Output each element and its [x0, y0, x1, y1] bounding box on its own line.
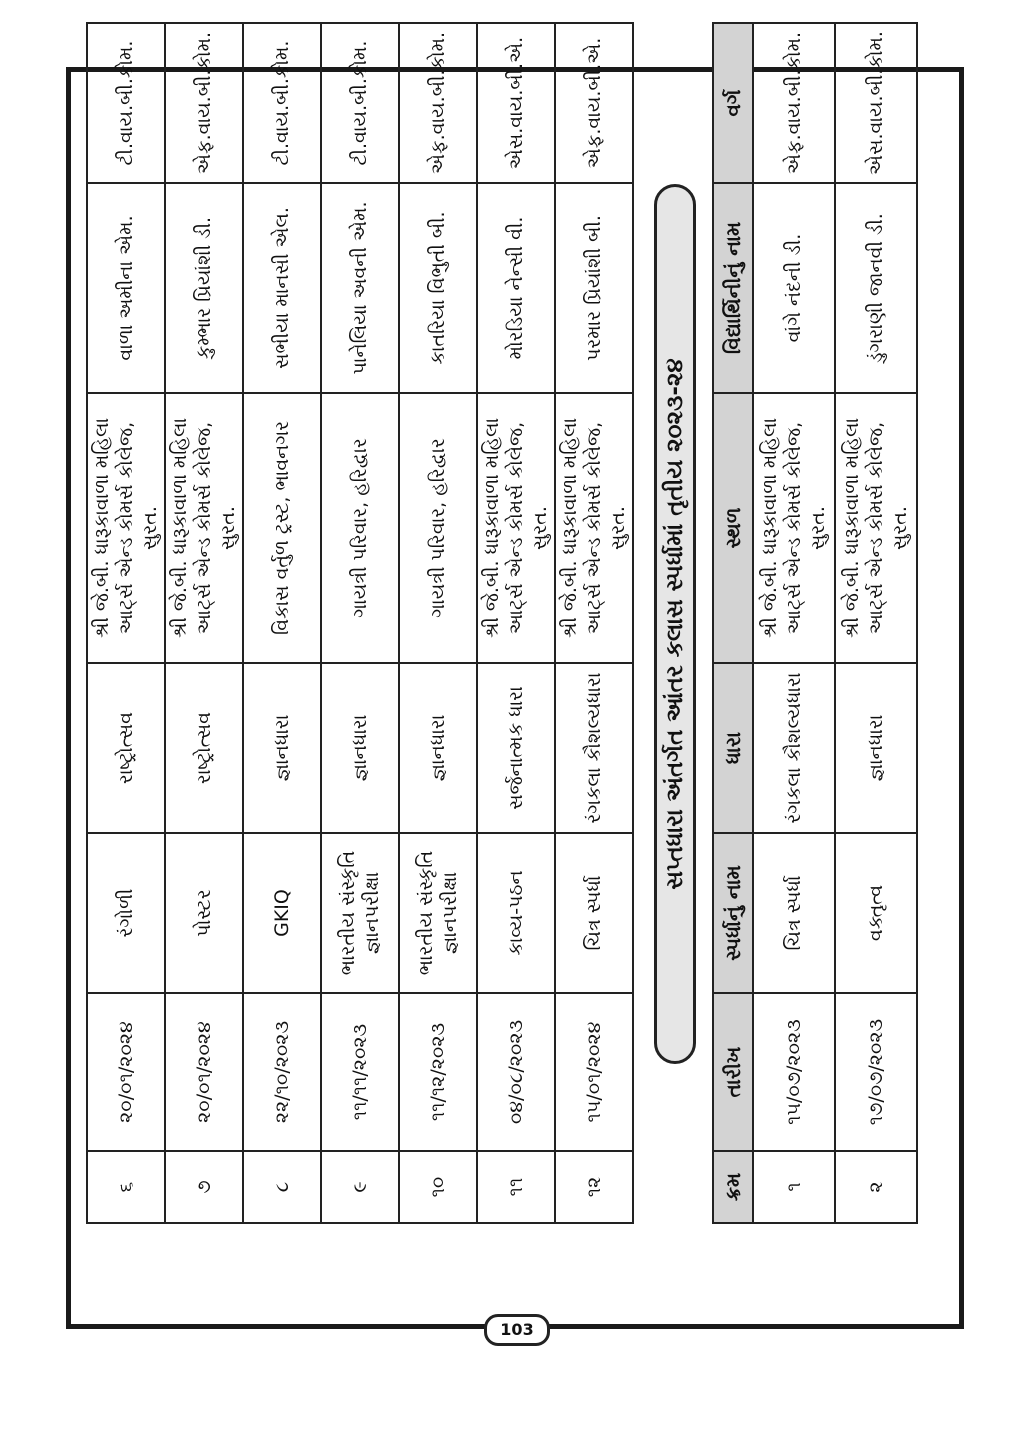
cell-num: ૨: [835, 1151, 917, 1223]
cell-place: શ્રી જે.બી. ધારૂકાવાળા મહિલા આર્ટ્સ એન્ડ કોમર્સ કોલેજ, સુરત.: [835, 393, 917, 663]
cell-stream: રંગકલા કૌશલ્યધારા: [555, 663, 633, 833]
cell-class: એફ.વાય.બી.કોમ.: [165, 23, 243, 183]
table-row: [399, 23, 477, 1223]
header-competition: સ્પર્ધાનું નામ: [713, 833, 753, 993]
cell-stream: જ્ઞાનધારા: [399, 663, 477, 833]
cell-stream: રાષ્ટ્રોત્સવ: [165, 663, 243, 833]
results-table-top: [86, 22, 634, 1224]
cell-competition: વક્તૃત્વ: [835, 833, 917, 993]
cell-competition: ચિત્ર સ્પર્ધા: [555, 833, 633, 993]
cell-class: એફ.વાય.બી.એ.: [555, 23, 633, 183]
cell-place: શ્રી જે.બી. ધારૂકાવાળા મહિલા આર્ટ્સ એન્ડ કોમર્સ કોલેજ, સુરત.: [165, 393, 243, 663]
cell-class: ટી.વાય.બી.કોમ.: [321, 23, 399, 183]
table-row: [753, 23, 835, 1223]
results-table-bottom: [712, 22, 918, 1224]
table-row: [321, 23, 399, 1223]
section-title: સપ્તધારા અંતર્ગત આંતર કલાસ સ્પર્ધામાં તૃતીય ૨૦૨૩-૨૪: [654, 184, 696, 1064]
cell-place: શ્રી જે.બી. ધારૂકાવાળા મહિલા આર્ટ્સ એન્ડ કોમર્સ કોલેજ, સુરત.: [753, 393, 835, 663]
table-row: [243, 23, 321, 1223]
cell-date: ૧૫/૦૭/૨૦૨૩: [753, 993, 835, 1151]
cell-competition: પોસ્ટર: [165, 833, 243, 993]
cell-date: ૧૧/૧૨/૨૦૨૩: [399, 993, 477, 1151]
cell-class: એફ.વાય.બી.કોમ.: [399, 23, 477, 183]
cell-num: ૧૧: [477, 1151, 555, 1223]
cell-date: ૧૧/૧૧/૨૦૨૩: [321, 993, 399, 1151]
table-header-row: [713, 23, 753, 1223]
page-number: 103: [484, 1314, 550, 1346]
cell-num: ૧: [753, 1151, 835, 1223]
cell-class: એફ.વાય.બી.કોમ.: [753, 23, 835, 183]
table-bottom-body: [753, 23, 917, 1223]
header-num: ક્રમ: [713, 1151, 753, 1223]
cell-num: ૭: [165, 1151, 243, 1223]
table-row: [477, 23, 555, 1223]
cell-student: ડુંગરાણી જાનવી ડી.: [835, 183, 917, 393]
table-row: [87, 23, 165, 1223]
cell-class: ટી.વાય.બી.કોમ.: [87, 23, 165, 183]
cell-competition: ચિત્ર સ્પર્ધા: [753, 833, 835, 993]
cell-date: ૨૨/૧૦/૨૦૨૩: [243, 993, 321, 1151]
cell-stream: જ્ઞાનધારા: [243, 663, 321, 833]
cell-date: ૧૭/૦૭/૨૦૨૩: [835, 993, 917, 1151]
cell-student: પાનેલિયા અવની એમ.: [321, 183, 399, 393]
cell-competition: રંગોળી: [87, 833, 165, 993]
cell-place: શ્રી જે.બી. ધારૂકાવાળા મહિલા આર્ટ્સ એન્ડ કોમર્સ કોલેજ, સુરત.: [87, 393, 165, 663]
cell-place: ગાયત્રી પરિવાર, હરિદ્વાર: [321, 393, 399, 663]
cell-num: ૧૦: [399, 1151, 477, 1223]
cell-class: એસ.વાય.બી.એ.: [477, 23, 555, 183]
cell-student: વાળા અમીના એમ.: [87, 183, 165, 393]
header-student: વિદ્યાર્થિનીનું નામ: [713, 183, 753, 393]
cell-date: ૧૫/૦૧/૨૦૨૪: [555, 993, 633, 1151]
cell-class: ટી.વાય.બી.કોમ.: [243, 23, 321, 183]
table-row: [835, 23, 917, 1223]
cell-competition: ભારતીય સંસ્કૃતિ જ્ઞાનપરીક્ષા: [399, 833, 477, 993]
cell-place: વિકાસ વર્તુળ ટ્રસ્ટ, ભાવનગર: [243, 393, 321, 663]
cell-stream: રંગકલા કૌશલ્યધારા: [753, 663, 835, 833]
header-class: વર્ગ: [713, 23, 753, 183]
cell-student: સભીયા માનસી એલ.: [243, 183, 321, 393]
cell-stream: જ્ઞાનધારા: [321, 663, 399, 833]
table-row: [555, 23, 633, 1223]
cell-stream: રાષ્ટ્રોત્સવ: [87, 663, 165, 833]
header-date: તારીખ: [713, 993, 753, 1151]
cell-date: ૨૦/૦૧/૨૦૨૪: [165, 993, 243, 1151]
cell-place: શ્રી જે.બી. ધારૂકાવાળા મહિલા આર્ટ્સ એન્ડ કોમર્સ કોલેજ, સુરત.: [477, 393, 555, 663]
cell-competition: ભારતીય સંસ્કૃતિ જ્ઞાનપરીક્ષા: [321, 833, 399, 993]
cell-student: મોરડિયા નેન્સી વી.: [477, 183, 555, 393]
rotated-content: [64, 4, 940, 1244]
cell-num: ૯: [321, 1151, 399, 1223]
cell-place: ગાયત્રી પરિવાર, હરિદ્વાર: [399, 393, 477, 663]
header-place: સ્થળ: [713, 393, 753, 663]
cell-competition: કાવ્ય-પઠન: [477, 833, 555, 993]
cell-stream: સર્જનાત્મક ધારા: [477, 663, 555, 833]
cell-student: કાતરિયા વિભુતી બી.: [399, 183, 477, 393]
cell-student: વાંગે નંદની ડી.: [753, 183, 835, 393]
cell-student: કુમ્ભાર પ્રિયાંશી ડી.: [165, 183, 243, 393]
cell-num: ૮: [243, 1151, 321, 1223]
table-row: [165, 23, 243, 1223]
cell-stream: જ્ઞાનધારા: [835, 663, 917, 833]
cell-student: પરમાર પ્રિયાંશી બી.: [555, 183, 633, 393]
cell-class: એસ.વાય.બી.કોમ.: [835, 23, 917, 183]
header-stream: ધારા: [713, 663, 753, 833]
table-top-body: [87, 23, 633, 1223]
cell-date: ૨૦/૦૧/૨૦૨૪: [87, 993, 165, 1151]
cell-place: શ્રી જે.બી. ધારૂકાવાળા મહિલા આર્ટ્સ એન્ડ કોમર્સ કોલેજ, સુરત.: [555, 393, 633, 663]
cell-date: ૦૪/૦૮/૨૦૨૩: [477, 993, 555, 1151]
cell-num: ૬: [87, 1151, 165, 1223]
cell-num: ૧૨: [555, 1151, 633, 1223]
cell-competition: GKIQ: [243, 833, 321, 993]
